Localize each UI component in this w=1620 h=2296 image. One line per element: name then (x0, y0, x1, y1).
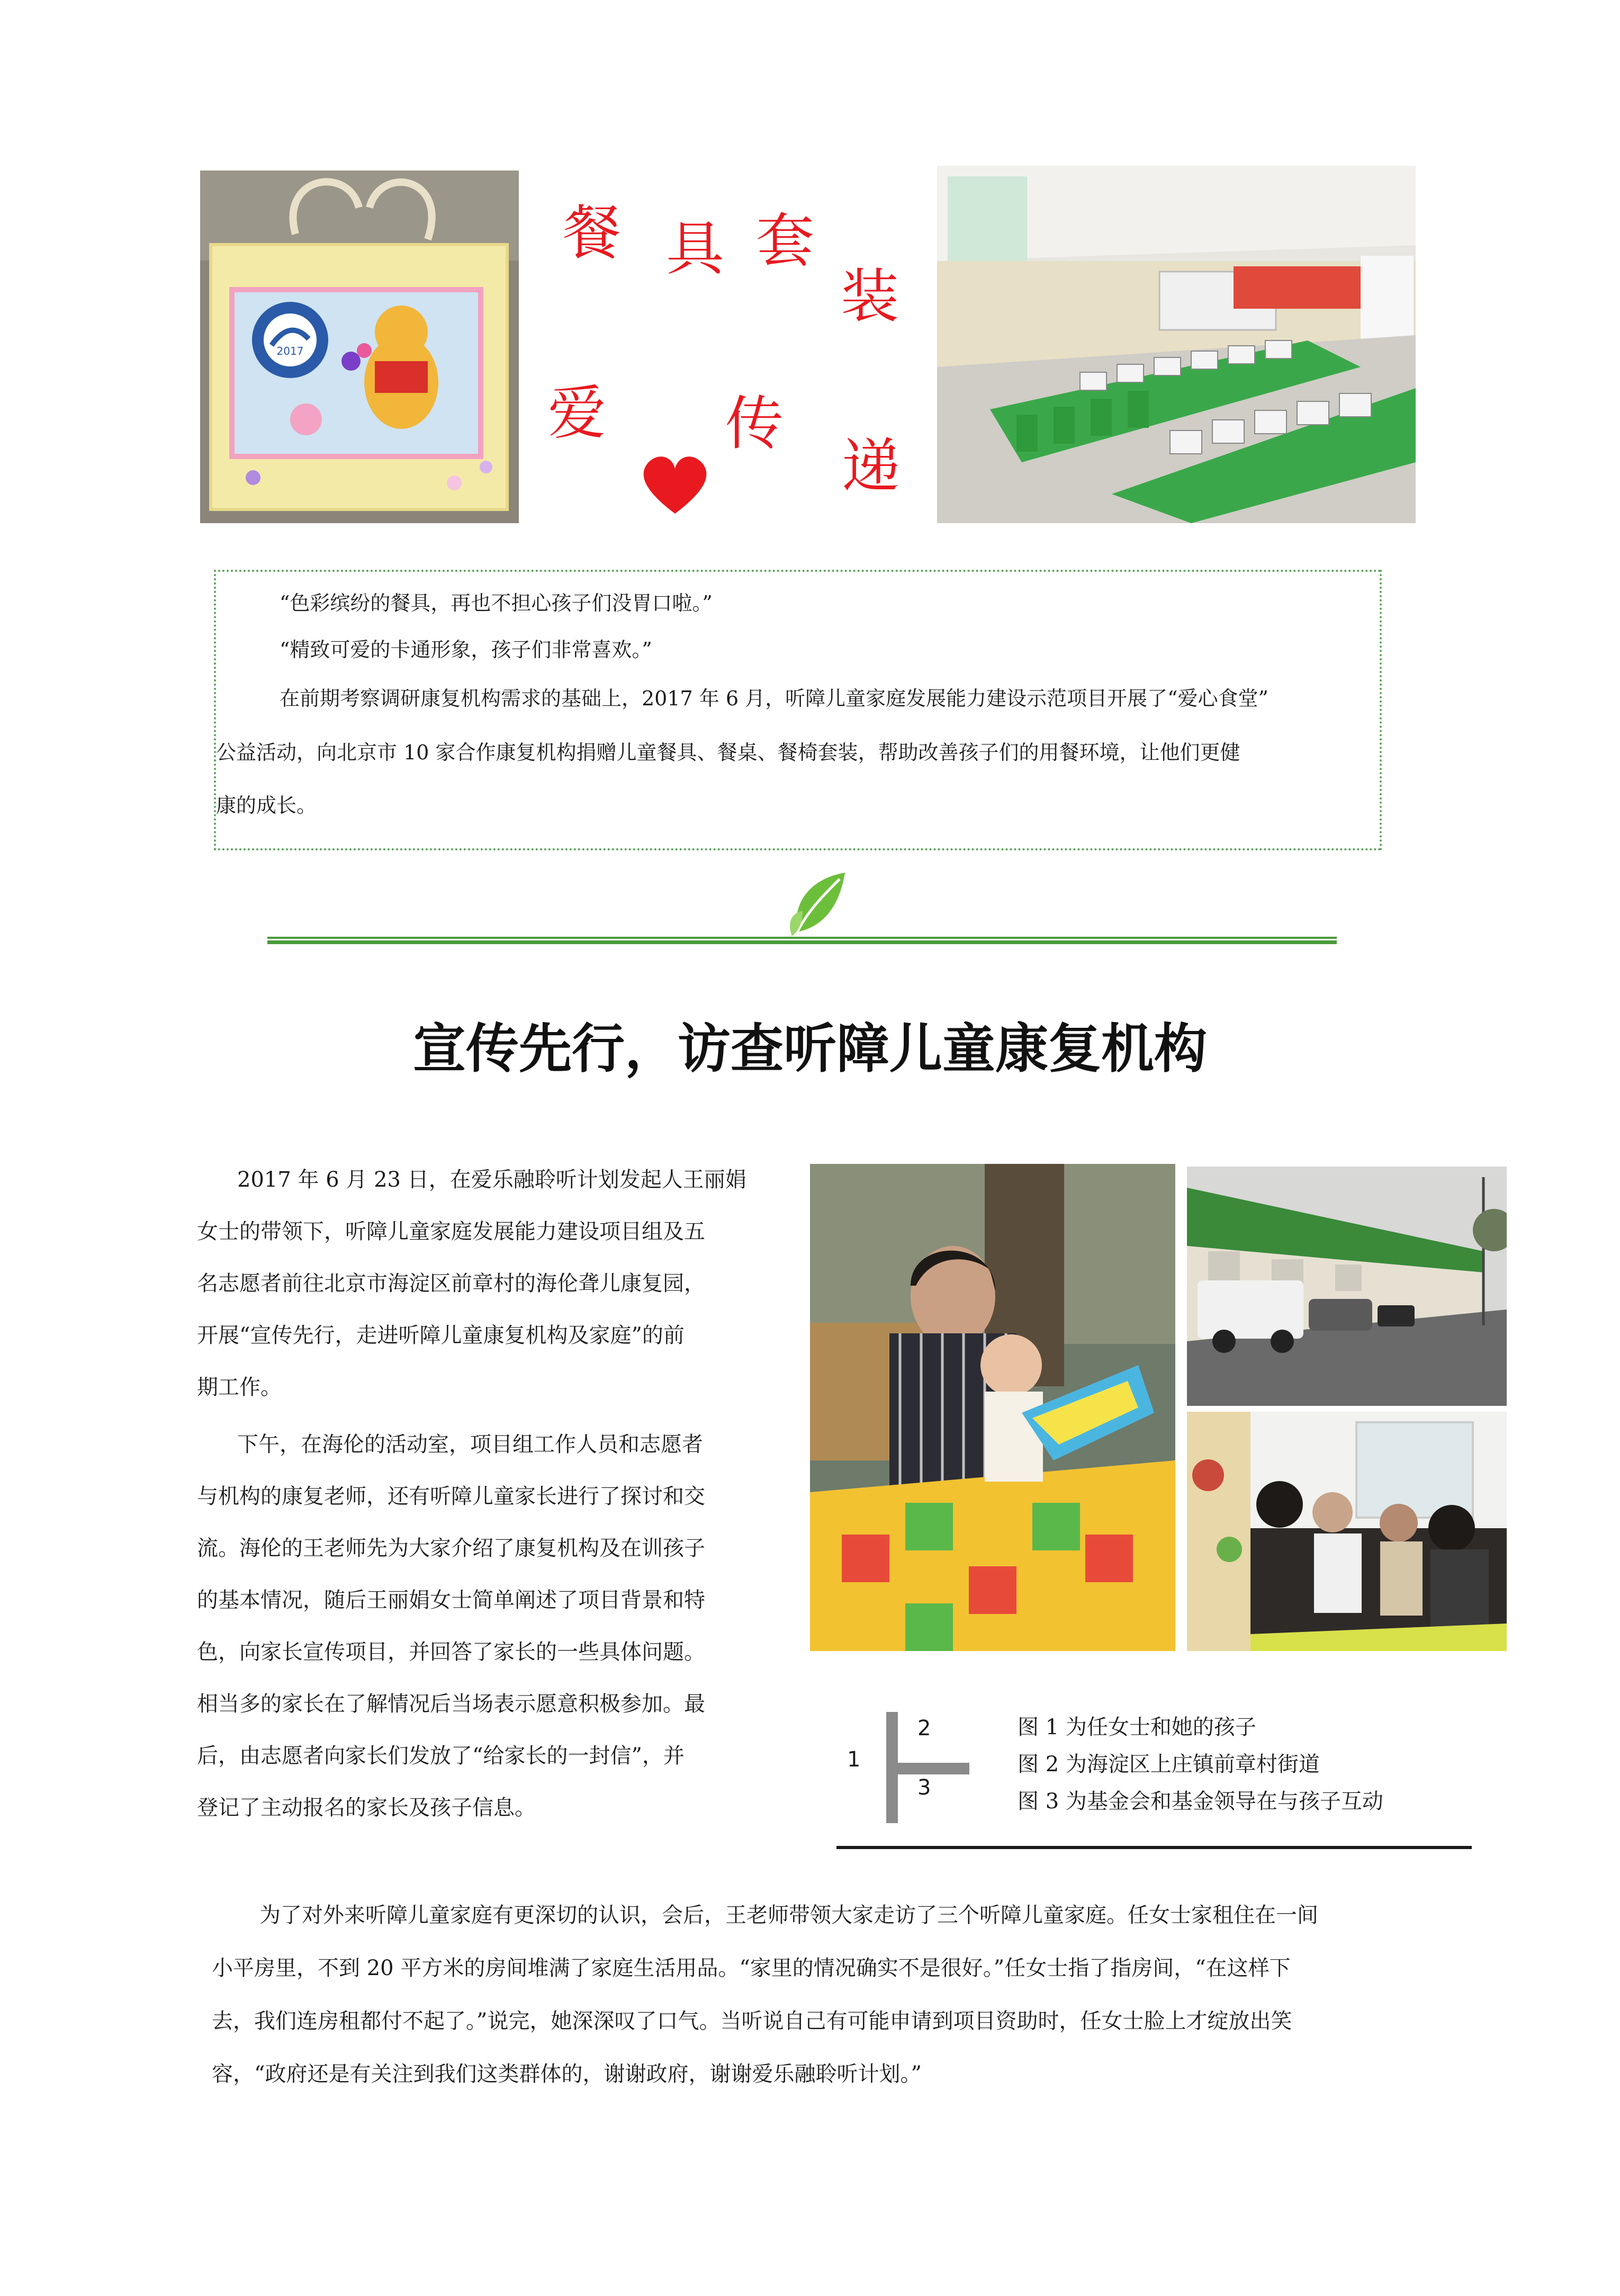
intro-line-1: 在前期考察调研康复机构需求的基础上，2017 年 6 月，听障儿童家庭发展能力建设示范项目开展了“爱心食堂” (280, 687, 1268, 710)
left-line-13: 登记了主动报名的家长及孩子信息。 (197, 1796, 536, 1820)
banner-char-7: 递 (842, 432, 900, 500)
left-line-10: 色，向家长宣传项目，并回答了家长的一些具体问题。 (197, 1640, 705, 1664)
figure-key-3: 3 (917, 1775, 931, 1800)
section-divider (267, 936, 1337, 944)
bottom-line-4: 容，“政府还是有关注到我们这类群体的，谢谢政府，谢谢爱乐融聆听计划。” (212, 2062, 922, 2086)
left-line-5: 期工作。 (197, 1375, 282, 1400)
banner-char-2: 具 (666, 215, 724, 283)
bottom-line-2: 小平房里，不到 20 平方米的房间堆满了家庭生活用品。“家里的情况确实不是很好。”任女士指了指房间，“在这样下 (212, 1956, 1291, 1980)
left-line-12: 后，由志愿者向家长们发放了“给家长的一封信”，并 (197, 1744, 685, 1768)
caption-underline (836, 1846, 1472, 1849)
photo-3 (1187, 1412, 1507, 1651)
left-line-7: 与机构的康复老师，还有听障儿童家长进行了探讨和交 (197, 1484, 705, 1509)
quote-1: “色彩缤纷的餐具，再也不担心孩子们没胃口啦。” (280, 591, 713, 615)
intro-line-3: 康的成长。 (216, 794, 317, 817)
intro-quote-box (214, 570, 1382, 850)
photo-1 (810, 1164, 1175, 1651)
bottom-line-1: 为了对外来听障儿童家庭有更深切的认识，会后，王老师带领大家走访了三个听障儿童家庭。任女士家租住在一间 (259, 1903, 1318, 1927)
logo-year: 2017 (276, 345, 304, 357)
canteen-photo (937, 166, 1416, 523)
caption-2: 图 2 为海淀区上庄镇前章村街道 (1018, 1752, 1320, 1777)
figure-key-2: 2 (917, 1716, 931, 1741)
section-title: 宣传先行，访查听障儿童康复机构 (413, 1018, 1207, 1080)
banner-char-3: 套 (756, 207, 814, 275)
figure-key-1: 1 (847, 1747, 861, 1772)
bottom-line-3: 去，我们连房租都付不起了。”说完，她深深叹了口气。当听说自己有可能申请到项目资助时，任女士脸上才绽放出笑 (212, 2009, 1292, 2033)
left-line-4: 开展“宣传先行，走进听障儿童康复机构及家庭”的前 (197, 1323, 685, 1348)
intro-line-2: 公益活动，向北京市 10 家合作康复机构捐赠儿童餐具、餐桌、餐椅套装，帮助改善孩子们的用餐环境，让他们更健 (216, 741, 1240, 764)
caption-3: 图 3 为基金会和基金领导在与孩子互动 (1018, 1789, 1383, 1814)
gift-box-photo (200, 171, 519, 523)
left-line-3: 名志愿者前往北京市海淀区前章村的海伦聋儿康复园， (197, 1271, 705, 1296)
left-line-11: 相当多的家长在了解情况后当场表示愿意积极参加。最 (197, 1692, 705, 1716)
banner-char-6: 传 (725, 390, 784, 458)
figure-key (842, 1708, 1001, 1829)
left-line-8: 流。海伦的王老师先为大家介绍了康复机构及在训孩子 (197, 1536, 705, 1560)
heart-icon (638, 453, 712, 516)
quote-2: “精致可爱的卡通形象，孩子们非常喜欢。” (280, 638, 652, 661)
left-line-6: 下午，在海伦的活动室，项目组工作人员和志愿者 (237, 1432, 703, 1457)
banner-char-1: 餐 (563, 199, 621, 267)
banner-char-5: 爱 (548, 379, 606, 447)
leaf-icon (787, 868, 850, 937)
caption-1: 图 1 为任女士和她的孩子 (1018, 1715, 1256, 1739)
banner-char-4: 装 (841, 263, 899, 330)
left-line-9: 的基本情况，随后王丽娟女士简单阐述了项目背景和特 (197, 1588, 705, 1612)
photo-2 (1187, 1167, 1507, 1406)
left-line-2: 女士的带领下，听障儿童家庭发展能力建设项目组及五 (197, 1219, 705, 1244)
left-line-1: 2017 年 6 月 23 日，在爱乐融聆听计划发起人王丽娟 (237, 1168, 746, 1192)
